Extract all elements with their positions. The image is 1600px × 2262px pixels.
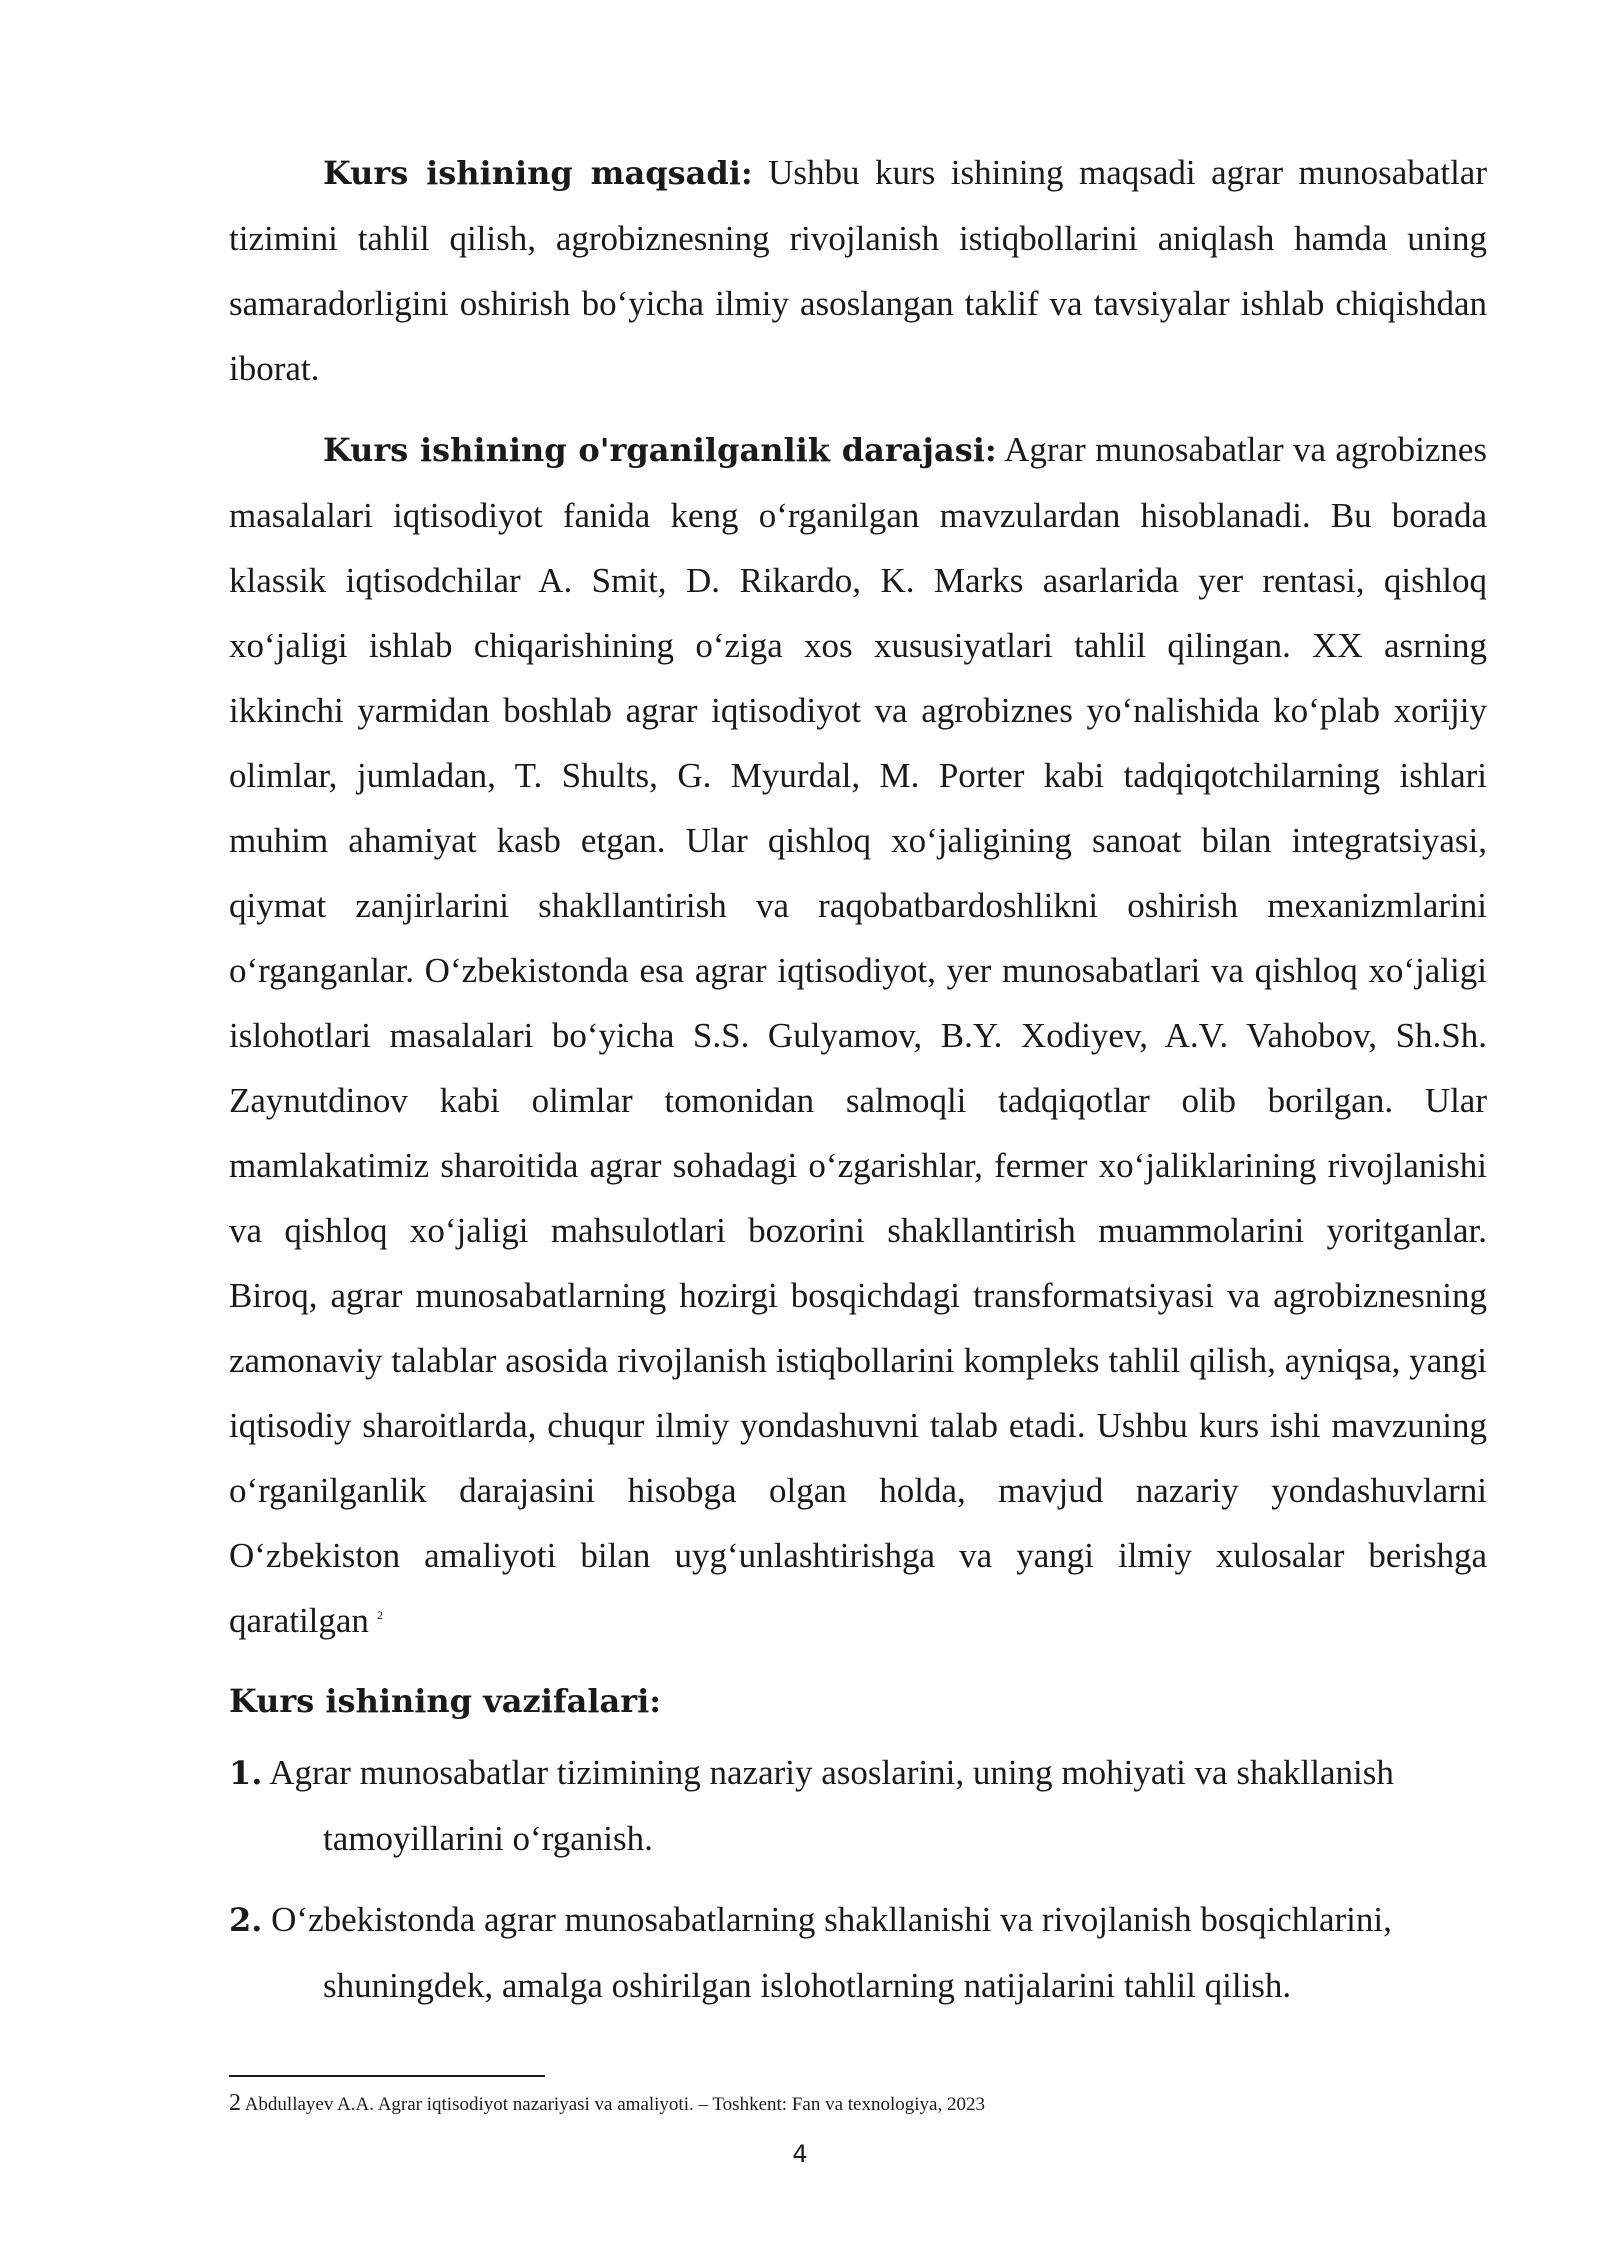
list-item xyxy=(229,1887,1487,2018)
footnote xyxy=(229,2088,985,2120)
paragraph-research-level xyxy=(229,417,1487,1653)
footnote-number: 2 xyxy=(229,2090,241,2116)
footnote-text: Abdullayev A.A. Agrar iqtisodiyot nazariyasi va amaliyoti. – Toshkent: Fan va texnologiya, 2023 xyxy=(241,2094,985,2115)
list-item-text: O‘zbekistonda agrar munosabatlarning shakllanishi va rivojlanish bosqichlarini, shuningdek, amalga oshirilgan islohotlarning natijalarini tahlil qilish. xyxy=(262,1900,1392,2005)
list-item-number: 2. xyxy=(229,1901,263,1939)
list-item xyxy=(229,1740,1487,1871)
paragraph-heading: Kurs ishining maqsadi: xyxy=(323,154,753,192)
paragraph-course-goal xyxy=(229,140,1487,401)
list-item-number: 1. xyxy=(229,1754,263,1792)
footnote-reference[interactable]: 2 xyxy=(376,1608,383,1623)
footnote-divider xyxy=(229,2075,545,2077)
paragraph-text: Ushbu kurs ishining maqsadi agrar munosabatlar tizimini tahlil qilish, agrobiznesning rivojlanish istiqbollarini aniqlash hamda uning samaradorligini oshirish bo‘yicha ilmiy asoslangan taklif va tavsiyalar ishlab chiqishdan iborat. xyxy=(229,153,1488,388)
document-body xyxy=(229,140,1487,2034)
paragraph-heading: Kurs ishining o'rganilganlik darajasi: xyxy=(323,431,997,469)
paragraph-text: Agrar munosabatlar va agrobiznes masalalari iqtisodiyot fanida keng o‘rganilgan mavzulardan hisoblanadi. Bu borada klassik iqtisodchilar A. Smit, D. Rikardo, K. Marks asarlarida yer rentasi, qishloq xo‘jaligi ishlab chiqarishining o‘ziga xos xususiyatlari tahlil qilingan. XX asrning ikkinchi yarmidan boshlab agrar iqtisodiyot va agrobiznes yo‘nalishida ko‘plab xorijiy olimlar, jumladan, T. Shults, G. Myurdal, M. Porter kabi tadqiqotchilarning ishlari muhim ahamiyat kasb etgan. Ular qishloq xo‘jaligining sanoat bilan integratsiyasi, qiymat zanjirlarini shakllantirish va raqobatbardoshlikni oshirish mexanizmlarini o‘rganganlar. O‘zbekistonda esa agrar iqtisodiyot, yer munosabatlari va qishloq xo‘jaligi islohotlari masalalari bo‘yicha S.S. Gulyamov, B.Y. Xodiyev, A.V. Vahobov, Sh.Sh. Zaynutdinov kabi olimlar tomonidan salmoqli tadqiqotlar olib borilgan. Ular mamlakatimiz sharoitida agrar sohadagi o‘zgarishlar, fermer xo‘jaliklarining rivojlanishi va qishloq xo‘jaligi mahsulotlari bozorini shakllantirish muammolarini yoritganlar. Biroq, agrar munosabatlarning hozirgi bosqichdagi transformatsiyasi va agrobiznesning zamonaviy talablar asosida rivojlanish istiqbollarini kompleks tahlil qilish, ayniqsa, yangi iqtisodiy sharoitlarda, chuqur ilmiy yondashuvni talab etadi. Ushbu kurs ishi mavzuning o‘rganilganlik darajasini hisobga olgan holda, mavjud nazariy yondashuvlarni O‘zbekiston amaliyoti bilan uyg‘unlashtirishga va yangi ilmiy xulosalar berishga qaratilgan xyxy=(229,430,1488,1640)
list-item-text: Agrar munosabatlar tizimining nazariy asoslarini, uning mohiyati va shakllanish tamoyillarini o‘rganish. xyxy=(262,1753,1394,1858)
page-number: 4 xyxy=(792,2140,808,2168)
section-heading-tasks: Kurs ishining vazifalari: xyxy=(229,1682,662,1720)
